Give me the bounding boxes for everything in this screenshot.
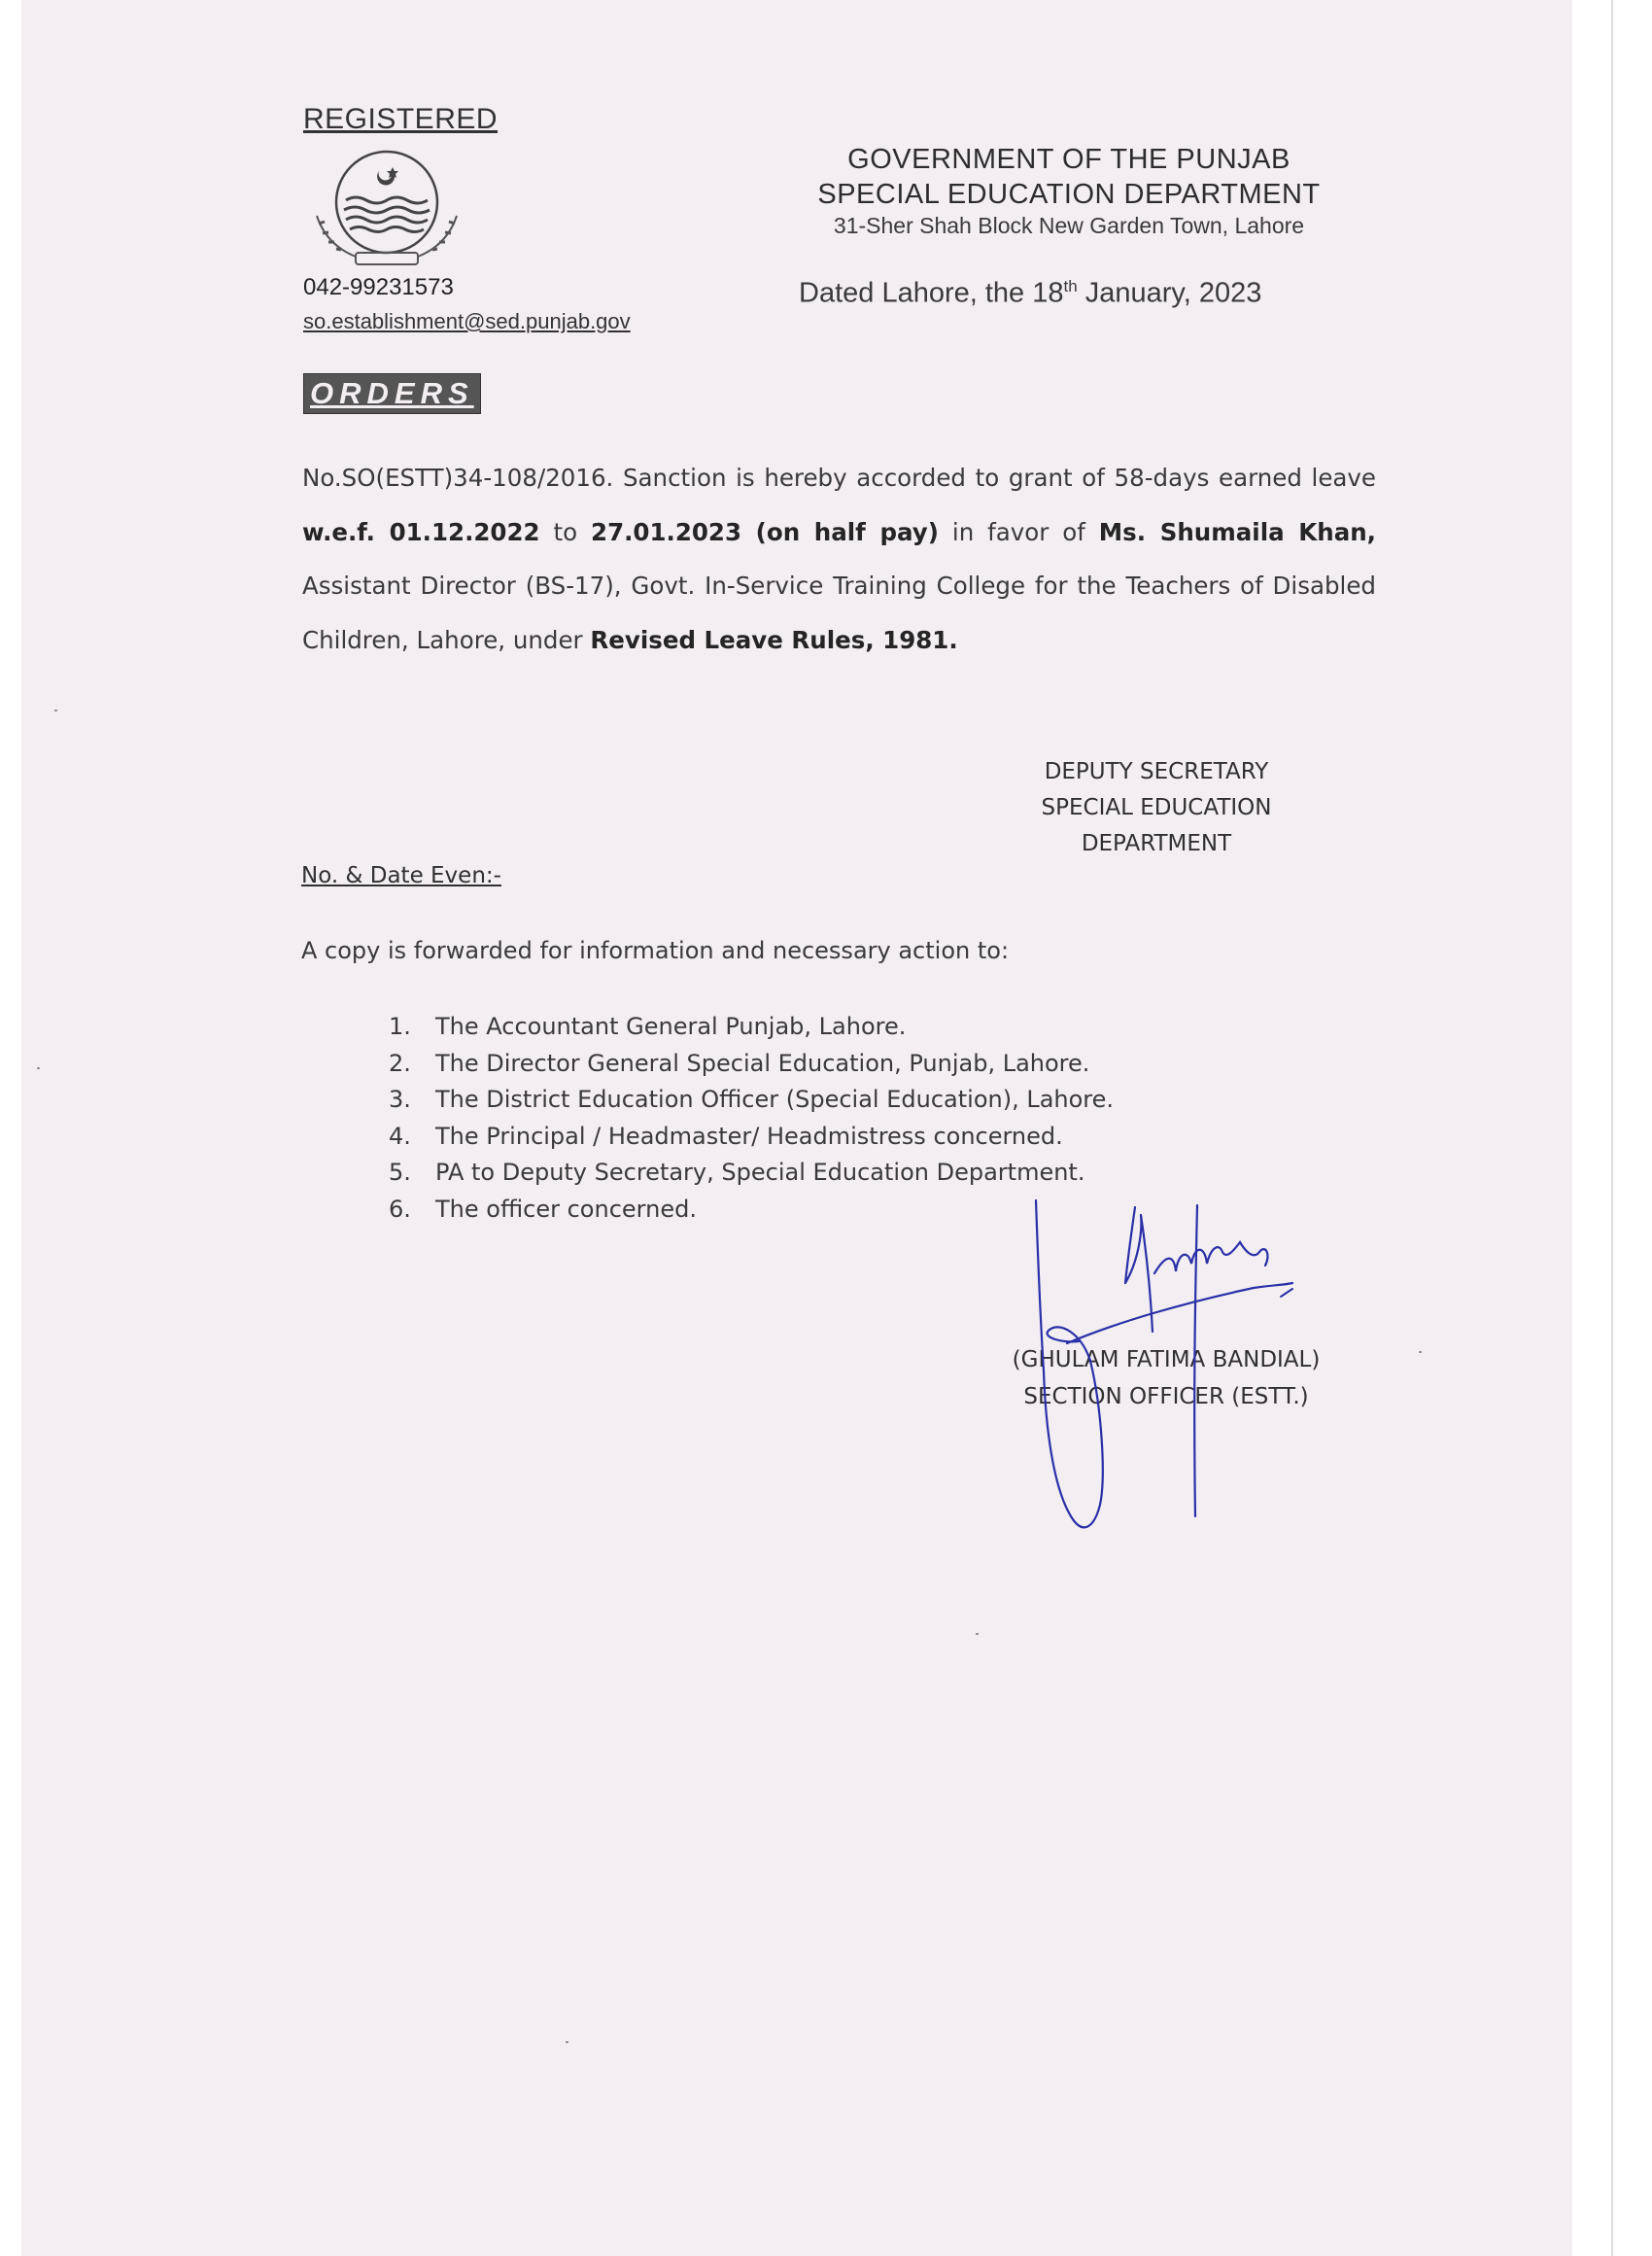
dated-line [799,277,1261,310]
scan-speck [1419,1351,1422,1353]
punjab-emblem-icon [309,148,465,270]
list-item [389,1155,1263,1192]
government-title: GOVERNMENT OF THE PUNJAB [847,144,1291,175]
list-number: 3. [389,1086,411,1113]
dated-suffix: January, 2023 [1077,277,1262,309]
signatory-line-3: DEPARTMENT [1081,831,1232,856]
order-text-4: Assistant Director (BS-17), Govt. In-Service Training College for the Teachers of Disabled Children, Lahore, under [302,572,1376,654]
list-text: The officer concerned. [435,1195,697,1223]
order-period-start: w.e.f. 01.12.2022 [302,517,540,546]
list-number: 1. [389,1013,411,1040]
scan-speck [566,2041,568,2043]
order-rules: Revised Leave Rules, 1981. [590,625,958,654]
order-ref-no: No.SO(ESTT)34-108/2016. [302,464,614,492]
order-paragraph [302,451,1376,667]
copy-intro: A copy is forwarded for information and necessary action to: [301,937,1010,964]
registered-label: REGISTERED [303,103,499,135]
email-address[interactable]: so.establishment@sed.punjab.gov [303,309,631,333]
list-text: The Principal / Headmaster/ Headmistress concerned. [435,1122,1063,1150]
scan-speck [54,710,57,712]
phone-number: 042-99231573 [303,274,454,300]
list-text: The District Education Officer (Special Education), Lahore. [435,1086,1115,1113]
page-edge [1572,0,1611,2256]
department-title: SPECIAL EDUCATION DEPARTMENT [817,179,1321,210]
list-text: The Accountant General Punjab, Lahore. [435,1013,907,1040]
list-item [389,1009,1263,1046]
order-text-2: to [539,517,592,546]
section-officer-name: (GHULAM FATIMA BANDIAL) [1012,1347,1321,1372]
section-officer-title: SECTION OFFICER (ESTT.) [1023,1384,1309,1409]
list-text: PA to Deputy Secretary, Special Education Department. [435,1159,1085,1186]
scan-speck [37,1067,40,1069]
list-item [389,1046,1263,1083]
list-number: 5. [389,1159,411,1186]
department-address: 31-Sher Shah Block New Garden Town, Lahore [833,213,1305,238]
order-text-3: in favor of [938,517,1099,546]
order-officer: Ms. Shumaila Khan, [1098,517,1376,546]
list-number: 2. [389,1049,411,1077]
list-number: 4. [389,1122,411,1150]
handwritten-signature [1011,1196,1322,1545]
order-period-end: 27.01.2023 (on half pay) [591,517,939,546]
list-number: 6. [389,1195,411,1223]
no-date-even-label: No. & Date Even:- [301,863,501,888]
scan-speck [976,1633,979,1635]
deputy-secretary-block [991,754,1322,862]
signatory-line-2: SPECIAL EDUCATION [1041,795,1272,820]
dated-sup: th [1063,277,1078,295]
order-text-1: Sanction is hereby accorded to grant of 58-days earned leave [613,464,1376,492]
list-item [389,1119,1263,1156]
orders-heading: ORDERS [303,373,481,414]
list-item [389,1082,1263,1119]
dated-prefix: Dated Lahore, the 18 [799,277,1064,309]
list-text: The Director General Special Education, Punjab, Lahore. [435,1049,1090,1077]
signatory-line-1: DEPUTY SECRETARY [1044,759,1269,784]
